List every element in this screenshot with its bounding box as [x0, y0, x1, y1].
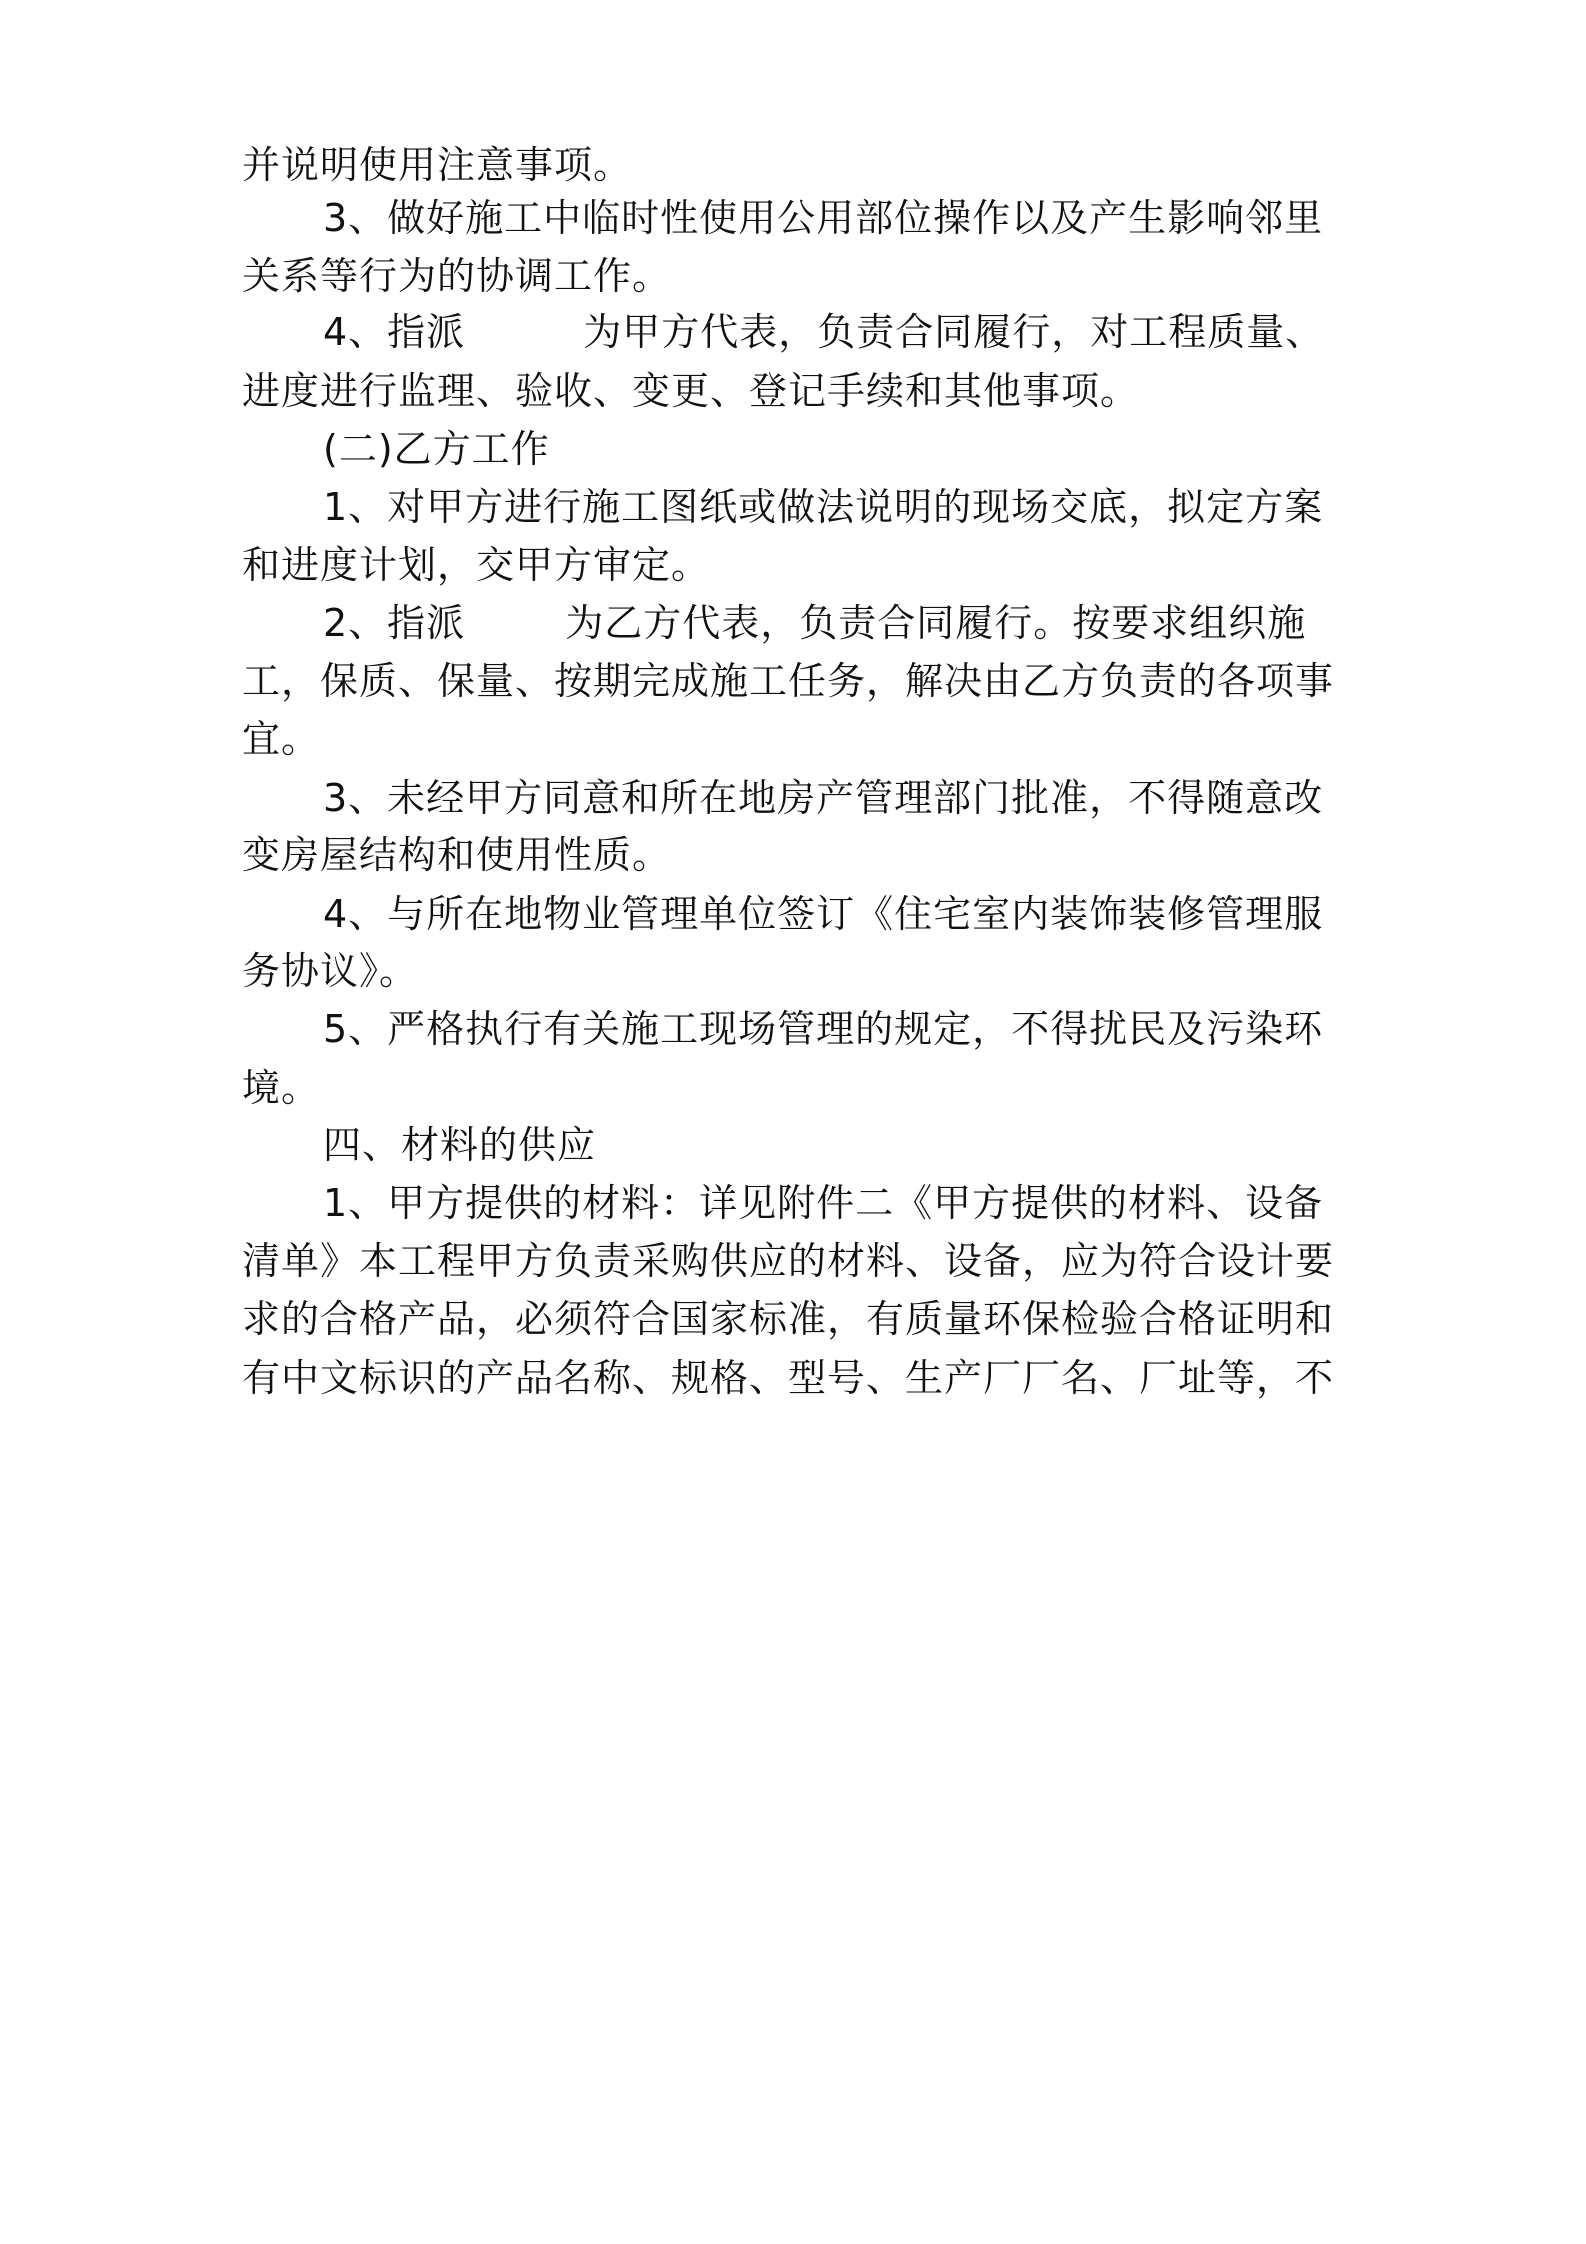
appointment-suffix: 为乙方代表，负责合同履行。按要求组织施: [565, 601, 1307, 645]
paragraph-line: 并说明使用注意事项。: [242, 143, 633, 187]
appointment-prefix: 4、指派: [323, 310, 466, 354]
appointment-suffix: 为甲方代表，负责合同履行，对工程质量、: [583, 310, 1325, 354]
paragraph-line: [323, 307, 1353, 357]
paragraph-line: 清单》本工程甲方负责采购供应的材料、设备，应为符合设计要: [242, 1239, 1335, 1283]
paragraph-line: 和进度计划，交甲方审定。: [242, 543, 711, 587]
paragraph-line: 变房屋结构和使用性质。: [242, 833, 672, 877]
paragraph-line: 1、甲方提供的材料：详见附件二《甲方提供的材料、设备: [323, 1181, 1324, 1225]
appointment-prefix: 2、指派: [323, 601, 466, 645]
paragraph-line: 1、对甲方进行施工图纸或做法说明的现场交底，拟定方案: [323, 485, 1324, 529]
section-heading: 四、材料的供应: [323, 1123, 597, 1167]
paragraph-line: 求的合格产品，必须符合国家标准，有质量环保检验合格证明和: [242, 1297, 1335, 1341]
paragraph-line: 进度进行监理、验收、变更、登记手续和其他事项。: [242, 369, 1140, 413]
paragraph-line: 务协议》。: [242, 949, 419, 993]
paragraph-line: 3、未经甲方同意和所在地房产管理部门批准，不得随意改: [323, 776, 1324, 820]
paragraph-line: 宜。: [242, 717, 321, 761]
paragraph-line: 境。: [242, 1066, 321, 1110]
paragraph-line: 关系等行为的协调工作。: [242, 254, 672, 298]
section-heading: (二)乙方工作: [323, 427, 550, 471]
paragraph-line: 3、做好施工中临时性使用公用部位操作以及产生影响邻里: [323, 196, 1324, 240]
paragraph-line: 4、与所在地物业管理单位签订《住宅室内装饰装修管理服: [323, 892, 1324, 936]
paragraph-line: 工，保质、保量、按期完成施工任务，解决由乙方负责的各项事: [242, 659, 1335, 703]
paragraph-line: 有中文标识的产品名称、规格、型号、生产厂厂名、厂址等，不: [242, 1356, 1335, 1400]
paragraph-line: [323, 598, 1353, 648]
paragraph-line: 5、严格执行有关施工现场管理的规定，不得扰民及污染环: [323, 1007, 1324, 1051]
